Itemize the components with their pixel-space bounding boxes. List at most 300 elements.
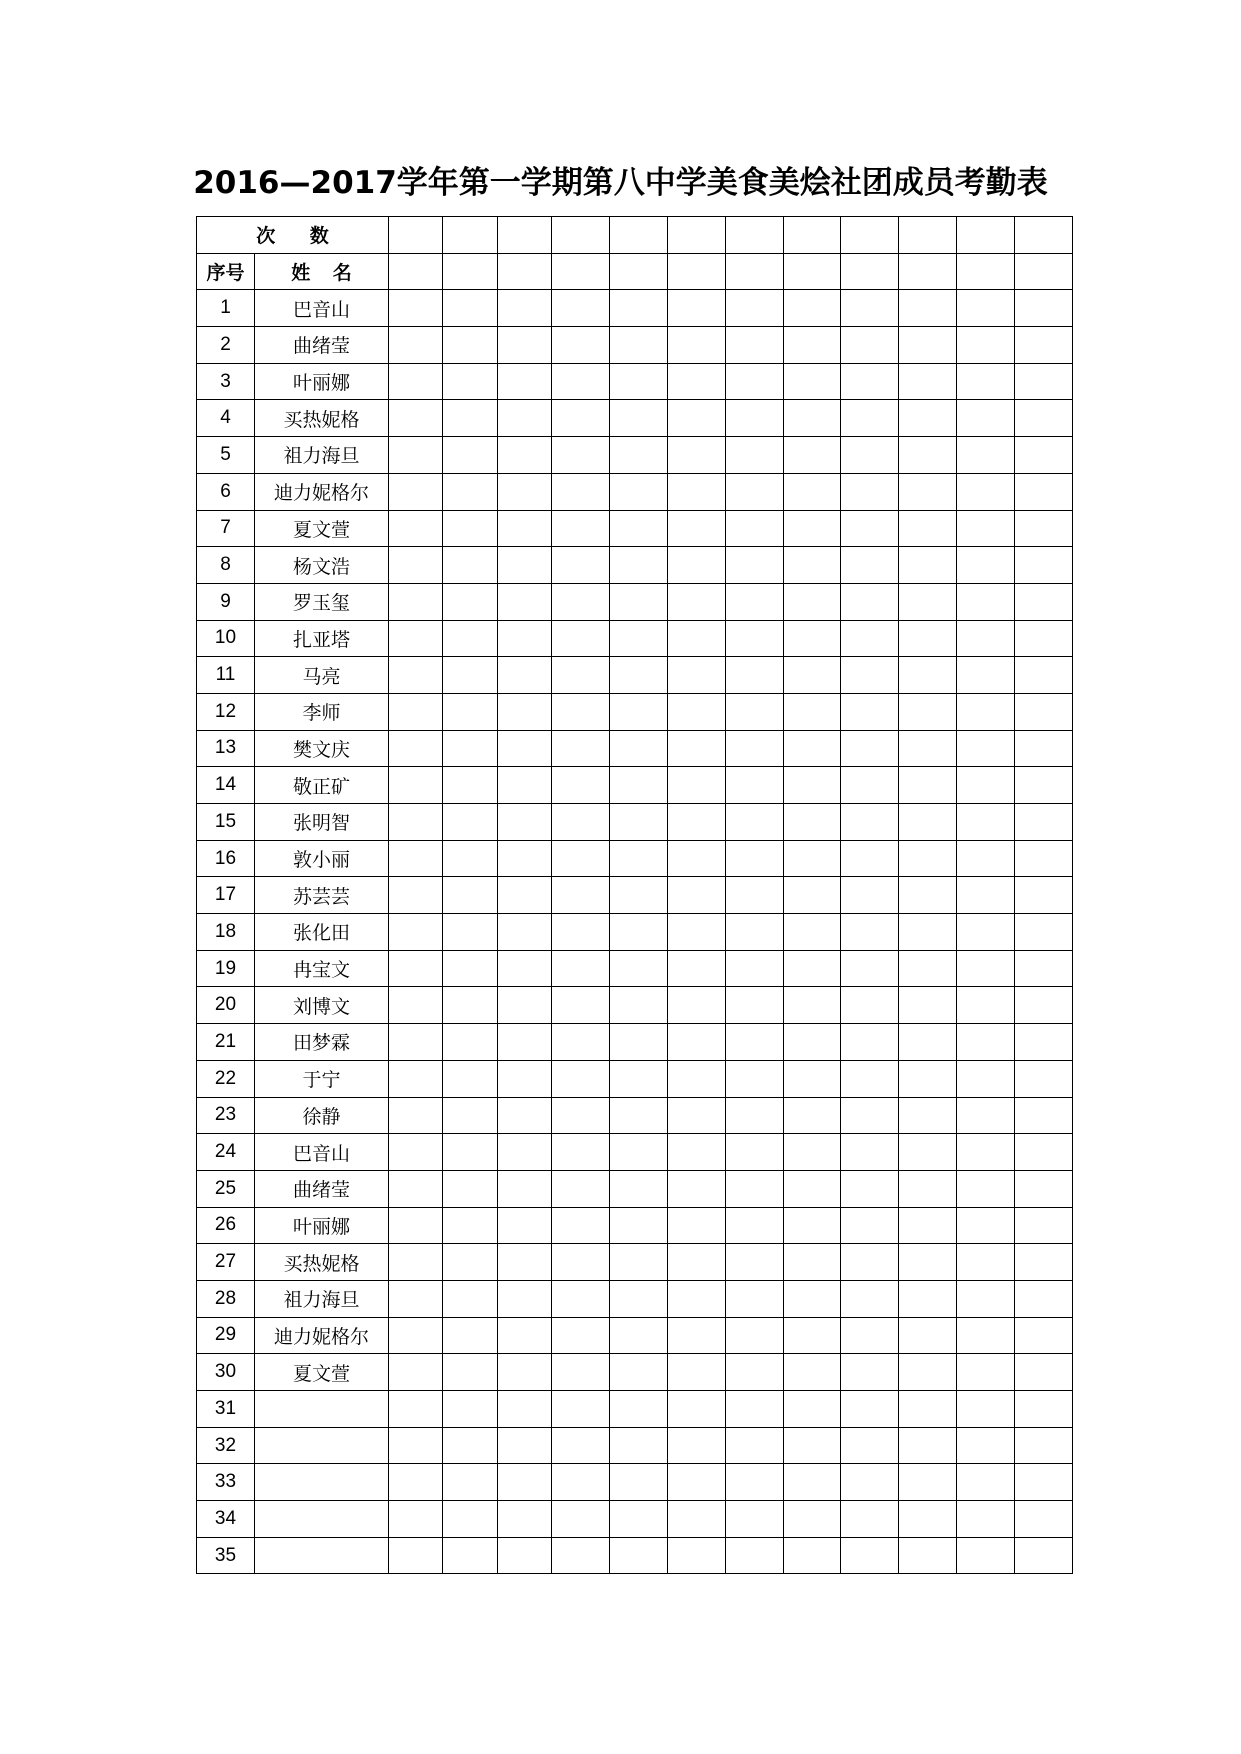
attendance-cell[interactable] — [899, 1024, 957, 1061]
attendance-cell[interactable] — [668, 840, 726, 877]
attendance-cell[interactable] — [841, 987, 899, 1024]
attendance-cell[interactable] — [498, 730, 552, 767]
attendance-cell[interactable] — [610, 693, 668, 730]
attendance-cell[interactable] — [899, 1501, 957, 1538]
attendance-cell[interactable] — [1015, 1280, 1073, 1317]
attendance-cell[interactable] — [389, 987, 443, 1024]
attendance-cell[interactable] — [841, 1060, 899, 1097]
attendance-cell[interactable] — [389, 1427, 443, 1464]
attendance-cell[interactable] — [552, 1354, 610, 1391]
attendance-cell[interactable] — [726, 1537, 784, 1574]
attendance-cell[interactable] — [841, 1134, 899, 1171]
attendance-cell[interactable] — [899, 657, 957, 694]
attendance-cell[interactable] — [841, 950, 899, 987]
attendance-cell[interactable] — [784, 1427, 841, 1464]
attendance-cell[interactable] — [841, 693, 899, 730]
attendance-cell[interactable] — [1015, 1170, 1073, 1207]
attendance-cell[interactable] — [726, 510, 784, 547]
attendance-cell[interactable] — [443, 840, 498, 877]
attendance-cell[interactable] — [726, 914, 784, 951]
attendance-cell[interactable] — [957, 1354, 1015, 1391]
attendance-cell[interactable] — [668, 510, 726, 547]
attendance-cell[interactable] — [668, 657, 726, 694]
attendance-cell[interactable] — [957, 1244, 1015, 1281]
attendance-cell[interactable] — [784, 327, 841, 364]
attendance-cell[interactable] — [389, 730, 443, 767]
attendance-cell[interactable] — [1015, 1134, 1073, 1171]
attendance-cell[interactable] — [389, 767, 443, 804]
attendance-cell[interactable] — [498, 1097, 552, 1134]
attendance-cell[interactable] — [389, 437, 443, 474]
attendance-cell[interactable] — [443, 1060, 498, 1097]
attendance-cell[interactable] — [389, 693, 443, 730]
attendance-cell[interactable] — [443, 1097, 498, 1134]
attendance-cell[interactable] — [552, 840, 610, 877]
attendance-cell[interactable] — [443, 1317, 498, 1354]
attendance-cell[interactable] — [957, 510, 1015, 547]
attendance-cell[interactable] — [610, 1354, 668, 1391]
attendance-cell[interactable] — [726, 1391, 784, 1428]
attendance-cell[interactable] — [498, 510, 552, 547]
attendance-cell[interactable] — [552, 1537, 610, 1574]
attendance-cell[interactable] — [784, 1354, 841, 1391]
attendance-cell[interactable] — [957, 547, 1015, 584]
attendance-cell[interactable] — [726, 290, 784, 327]
attendance-cell[interactable] — [726, 1354, 784, 1391]
attendance-cell[interactable] — [389, 1170, 443, 1207]
attendance-cell[interactable] — [389, 363, 443, 400]
attendance-cell[interactable] — [841, 767, 899, 804]
attendance-cell[interactable] — [610, 950, 668, 987]
attendance-cell[interactable] — [899, 987, 957, 1024]
attendance-cell[interactable] — [841, 657, 899, 694]
attendance-cell[interactable] — [1015, 877, 1073, 914]
attendance-cell[interactable] — [498, 327, 552, 364]
attendance-cell[interactable] — [841, 1354, 899, 1391]
attendance-cell[interactable] — [957, 290, 1015, 327]
attendance-cell[interactable] — [443, 1354, 498, 1391]
attendance-cell[interactable] — [498, 1060, 552, 1097]
attendance-cell[interactable] — [498, 1501, 552, 1538]
attendance-cell[interactable] — [389, 1354, 443, 1391]
attendance-cell[interactable] — [668, 1391, 726, 1428]
attendance-cell[interactable] — [841, 400, 899, 437]
attendance-cell[interactable] — [552, 877, 610, 914]
attendance-cell[interactable] — [610, 583, 668, 620]
attendance-cell[interactable] — [389, 290, 443, 327]
attendance-cell[interactable] — [1015, 620, 1073, 657]
attendance-cell[interactable] — [726, 1060, 784, 1097]
attendance-cell[interactable] — [957, 1317, 1015, 1354]
attendance-cell[interactable] — [784, 1391, 841, 1428]
attendance-cell[interactable] — [1015, 363, 1073, 400]
attendance-cell[interactable] — [498, 1317, 552, 1354]
attendance-cell[interactable] — [552, 657, 610, 694]
attendance-cell[interactable] — [726, 840, 784, 877]
attendance-cell[interactable] — [1015, 1060, 1073, 1097]
attendance-cell[interactable] — [443, 730, 498, 767]
attendance-cell[interactable] — [726, 217, 784, 254]
attendance-cell[interactable] — [841, 914, 899, 951]
attendance-cell[interactable] — [610, 400, 668, 437]
attendance-cell[interactable] — [610, 1280, 668, 1317]
attendance-cell[interactable] — [957, 1537, 1015, 1574]
attendance-cell[interactable] — [726, 1134, 784, 1171]
attendance-cell[interactable] — [443, 804, 498, 841]
attendance-cell[interactable] — [668, 877, 726, 914]
attendance-cell[interactable] — [610, 767, 668, 804]
attendance-cell[interactable] — [610, 1097, 668, 1134]
attendance-cell[interactable] — [552, 253, 610, 290]
attendance-cell[interactable] — [668, 1501, 726, 1538]
attendance-cell[interactable] — [726, 437, 784, 474]
attendance-cell[interactable] — [841, 327, 899, 364]
attendance-cell[interactable] — [498, 914, 552, 951]
attendance-cell[interactable] — [784, 693, 841, 730]
attendance-cell[interactable] — [443, 620, 498, 657]
attendance-cell[interactable] — [841, 620, 899, 657]
attendance-cell[interactable] — [841, 730, 899, 767]
attendance-cell[interactable] — [610, 1537, 668, 1574]
attendance-cell[interactable] — [957, 583, 1015, 620]
attendance-cell[interactable] — [389, 914, 443, 951]
attendance-cell[interactable] — [841, 217, 899, 254]
attendance-cell[interactable] — [498, 217, 552, 254]
attendance-cell[interactable] — [1015, 1354, 1073, 1391]
attendance-cell[interactable] — [726, 657, 784, 694]
attendance-cell[interactable] — [1015, 1244, 1073, 1281]
attendance-cell[interactable] — [1015, 217, 1073, 254]
attendance-cell[interactable] — [443, 400, 498, 437]
attendance-cell[interactable] — [957, 1024, 1015, 1061]
attendance-cell[interactable] — [668, 253, 726, 290]
attendance-cell[interactable] — [899, 400, 957, 437]
attendance-cell[interactable] — [899, 1170, 957, 1207]
attendance-cell[interactable] — [841, 1391, 899, 1428]
attendance-cell[interactable] — [784, 1501, 841, 1538]
attendance-cell[interactable] — [841, 253, 899, 290]
attendance-cell[interactable] — [841, 473, 899, 510]
attendance-cell[interactable] — [443, 473, 498, 510]
attendance-cell[interactable] — [443, 547, 498, 584]
attendance-cell[interactable] — [1015, 1317, 1073, 1354]
attendance-cell[interactable] — [899, 950, 957, 987]
attendance-cell[interactable] — [957, 693, 1015, 730]
attendance-cell[interactable] — [668, 1207, 726, 1244]
attendance-cell[interactable] — [726, 1170, 784, 1207]
attendance-cell[interactable] — [498, 1280, 552, 1317]
attendance-cell[interactable] — [610, 363, 668, 400]
attendance-cell[interactable] — [784, 877, 841, 914]
attendance-cell[interactable] — [784, 253, 841, 290]
attendance-cell[interactable] — [841, 1464, 899, 1501]
attendance-cell[interactable] — [899, 510, 957, 547]
attendance-cell[interactable] — [552, 1244, 610, 1281]
attendance-cell[interactable] — [552, 290, 610, 327]
attendance-cell[interactable] — [668, 1024, 726, 1061]
attendance-cell[interactable] — [668, 1134, 726, 1171]
attendance-cell[interactable] — [726, 620, 784, 657]
attendance-cell[interactable] — [552, 767, 610, 804]
attendance-cell[interactable] — [899, 290, 957, 327]
attendance-cell[interactable] — [957, 620, 1015, 657]
attendance-cell[interactable] — [498, 840, 552, 877]
attendance-cell[interactable] — [498, 987, 552, 1024]
attendance-cell[interactable] — [784, 363, 841, 400]
attendance-cell[interactable] — [552, 1427, 610, 1464]
attendance-cell[interactable] — [443, 1244, 498, 1281]
attendance-cell[interactable] — [443, 1280, 498, 1317]
attendance-cell[interactable] — [1015, 987, 1073, 1024]
attendance-cell[interactable] — [1015, 1024, 1073, 1061]
attendance-cell[interactable] — [552, 693, 610, 730]
attendance-cell[interactable] — [1015, 914, 1073, 951]
attendance-cell[interactable] — [957, 1170, 1015, 1207]
attendance-cell[interactable] — [784, 1244, 841, 1281]
attendance-cell[interactable] — [784, 620, 841, 657]
attendance-cell[interactable] — [389, 1280, 443, 1317]
attendance-cell[interactable] — [552, 1207, 610, 1244]
attendance-cell[interactable] — [610, 914, 668, 951]
attendance-cell[interactable] — [443, 1391, 498, 1428]
attendance-cell[interactable] — [668, 327, 726, 364]
attendance-cell[interactable] — [899, 730, 957, 767]
attendance-cell[interactable] — [389, 1134, 443, 1171]
attendance-cell[interactable] — [552, 473, 610, 510]
attendance-cell[interactable] — [668, 583, 726, 620]
attendance-cell[interactable] — [668, 987, 726, 1024]
attendance-cell[interactable] — [389, 657, 443, 694]
attendance-cell[interactable] — [1015, 657, 1073, 694]
attendance-cell[interactable] — [443, 1537, 498, 1574]
attendance-cell[interactable] — [443, 657, 498, 694]
attendance-cell[interactable] — [726, 1501, 784, 1538]
attendance-cell[interactable] — [389, 583, 443, 620]
attendance-cell[interactable] — [784, 547, 841, 584]
attendance-cell[interactable] — [443, 1501, 498, 1538]
attendance-cell[interactable] — [443, 914, 498, 951]
attendance-cell[interactable] — [498, 1134, 552, 1171]
attendance-cell[interactable] — [610, 217, 668, 254]
attendance-cell[interactable] — [841, 583, 899, 620]
attendance-cell[interactable] — [498, 657, 552, 694]
attendance-cell[interactable] — [1015, 290, 1073, 327]
attendance-cell[interactable] — [389, 510, 443, 547]
attendance-cell[interactable] — [552, 327, 610, 364]
attendance-cell[interactable] — [389, 1244, 443, 1281]
attendance-cell[interactable] — [1015, 1501, 1073, 1538]
attendance-cell[interactable] — [899, 877, 957, 914]
attendance-cell[interactable] — [1015, 437, 1073, 474]
attendance-cell[interactable] — [1015, 730, 1073, 767]
attendance-cell[interactable] — [668, 620, 726, 657]
attendance-cell[interactable] — [389, 327, 443, 364]
attendance-cell[interactable] — [610, 1427, 668, 1464]
attendance-cell[interactable] — [957, 877, 1015, 914]
attendance-cell[interactable] — [552, 950, 610, 987]
attendance-cell[interactable] — [498, 1391, 552, 1428]
attendance-cell[interactable] — [610, 1024, 668, 1061]
attendance-cell[interactable] — [784, 583, 841, 620]
attendance-cell[interactable] — [899, 840, 957, 877]
attendance-cell[interactable] — [784, 217, 841, 254]
attendance-cell[interactable] — [957, 473, 1015, 510]
attendance-cell[interactable] — [610, 840, 668, 877]
attendance-cell[interactable] — [498, 804, 552, 841]
attendance-cell[interactable] — [784, 1097, 841, 1134]
attendance-cell[interactable] — [1015, 1207, 1073, 1244]
attendance-cell[interactable] — [726, 1317, 784, 1354]
attendance-cell[interactable] — [726, 1024, 784, 1061]
attendance-cell[interactable] — [610, 290, 668, 327]
attendance-cell[interactable] — [610, 1464, 668, 1501]
attendance-cell[interactable] — [443, 583, 498, 620]
attendance-cell[interactable] — [610, 1317, 668, 1354]
attendance-cell[interactable] — [389, 253, 443, 290]
attendance-cell[interactable] — [443, 693, 498, 730]
attendance-cell[interactable] — [552, 1170, 610, 1207]
attendance-cell[interactable] — [899, 767, 957, 804]
attendance-cell[interactable] — [443, 1464, 498, 1501]
attendance-cell[interactable] — [784, 1170, 841, 1207]
attendance-cell[interactable] — [668, 400, 726, 437]
attendance-cell[interactable] — [899, 1317, 957, 1354]
attendance-cell[interactable] — [1015, 767, 1073, 804]
attendance-cell[interactable] — [957, 950, 1015, 987]
attendance-cell[interactable] — [1015, 693, 1073, 730]
attendance-cell[interactable] — [552, 363, 610, 400]
attendance-cell[interactable] — [610, 510, 668, 547]
attendance-cell[interactable] — [899, 473, 957, 510]
attendance-cell[interactable] — [1015, 253, 1073, 290]
attendance-cell[interactable] — [957, 914, 1015, 951]
attendance-cell[interactable] — [841, 290, 899, 327]
attendance-cell[interactable] — [668, 693, 726, 730]
attendance-cell[interactable] — [443, 1024, 498, 1061]
attendance-cell[interactable] — [841, 804, 899, 841]
attendance-cell[interactable] — [668, 804, 726, 841]
attendance-cell[interactable] — [668, 1170, 726, 1207]
attendance-cell[interactable] — [498, 290, 552, 327]
attendance-cell[interactable] — [610, 1244, 668, 1281]
attendance-cell[interactable] — [726, 1464, 784, 1501]
attendance-cell[interactable] — [443, 217, 498, 254]
attendance-cell[interactable] — [498, 437, 552, 474]
attendance-cell[interactable] — [957, 1280, 1015, 1317]
attendance-cell[interactable] — [552, 730, 610, 767]
attendance-cell[interactable] — [552, 1464, 610, 1501]
attendance-cell[interactable] — [443, 987, 498, 1024]
attendance-cell[interactable] — [443, 877, 498, 914]
attendance-cell[interactable] — [443, 1207, 498, 1244]
attendance-cell[interactable] — [610, 987, 668, 1024]
attendance-cell[interactable] — [610, 547, 668, 584]
attendance-cell[interactable] — [552, 400, 610, 437]
attendance-cell[interactable] — [1015, 1537, 1073, 1574]
attendance-cell[interactable] — [784, 1060, 841, 1097]
attendance-cell[interactable] — [498, 950, 552, 987]
attendance-cell[interactable] — [726, 473, 784, 510]
attendance-cell[interactable] — [389, 400, 443, 437]
attendance-cell[interactable] — [1015, 1427, 1073, 1464]
attendance-cell[interactable] — [552, 804, 610, 841]
attendance-cell[interactable] — [784, 1537, 841, 1574]
attendance-cell[interactable] — [610, 1391, 668, 1428]
attendance-cell[interactable] — [726, 950, 784, 987]
attendance-cell[interactable] — [610, 730, 668, 767]
attendance-cell[interactable] — [389, 473, 443, 510]
attendance-cell[interactable] — [841, 1427, 899, 1464]
attendance-cell[interactable] — [899, 693, 957, 730]
attendance-cell[interactable] — [899, 437, 957, 474]
attendance-cell[interactable] — [610, 620, 668, 657]
attendance-cell[interactable] — [841, 877, 899, 914]
attendance-cell[interactable] — [610, 1501, 668, 1538]
attendance-cell[interactable] — [784, 1317, 841, 1354]
attendance-cell[interactable] — [784, 730, 841, 767]
attendance-cell[interactable] — [726, 583, 784, 620]
attendance-cell[interactable] — [610, 437, 668, 474]
attendance-cell[interactable] — [841, 547, 899, 584]
attendance-cell[interactable] — [389, 1391, 443, 1428]
attendance-cell[interactable] — [1015, 1097, 1073, 1134]
attendance-cell[interactable] — [1015, 510, 1073, 547]
attendance-cell[interactable] — [726, 1207, 784, 1244]
attendance-cell[interactable] — [668, 1354, 726, 1391]
attendance-cell[interactable] — [443, 253, 498, 290]
attendance-cell[interactable] — [899, 363, 957, 400]
attendance-cell[interactable] — [389, 547, 443, 584]
attendance-cell[interactable] — [498, 1354, 552, 1391]
attendance-cell[interactable] — [552, 1024, 610, 1061]
attendance-cell[interactable] — [552, 1391, 610, 1428]
attendance-cell[interactable] — [899, 1244, 957, 1281]
attendance-cell[interactable] — [726, 363, 784, 400]
attendance-cell[interactable] — [498, 583, 552, 620]
attendance-cell[interactable] — [443, 437, 498, 474]
attendance-cell[interactable] — [552, 987, 610, 1024]
attendance-cell[interactable] — [957, 253, 1015, 290]
attendance-cell[interactable] — [443, 1134, 498, 1171]
attendance-cell[interactable] — [389, 1464, 443, 1501]
attendance-cell[interactable] — [668, 547, 726, 584]
attendance-cell[interactable] — [957, 327, 1015, 364]
attendance-cell[interactable] — [443, 1427, 498, 1464]
attendance-cell[interactable] — [726, 1280, 784, 1317]
attendance-cell[interactable] — [668, 217, 726, 254]
attendance-cell[interactable] — [957, 1464, 1015, 1501]
attendance-cell[interactable] — [389, 1501, 443, 1538]
attendance-cell[interactable] — [784, 1464, 841, 1501]
attendance-cell[interactable] — [389, 217, 443, 254]
attendance-cell[interactable] — [498, 767, 552, 804]
attendance-cell[interactable] — [726, 1244, 784, 1281]
attendance-cell[interactable] — [784, 840, 841, 877]
attendance-cell[interactable] — [498, 547, 552, 584]
attendance-cell[interactable] — [784, 1207, 841, 1244]
attendance-cell[interactable] — [1015, 840, 1073, 877]
attendance-cell[interactable] — [726, 547, 784, 584]
attendance-cell[interactable] — [841, 363, 899, 400]
attendance-cell[interactable] — [841, 1024, 899, 1061]
attendance-cell[interactable] — [899, 1280, 957, 1317]
attendance-cell[interactable] — [726, 730, 784, 767]
attendance-cell[interactable] — [899, 1464, 957, 1501]
attendance-cell[interactable] — [443, 363, 498, 400]
attendance-cell[interactable] — [443, 767, 498, 804]
attendance-cell[interactable] — [552, 547, 610, 584]
attendance-cell[interactable] — [498, 693, 552, 730]
